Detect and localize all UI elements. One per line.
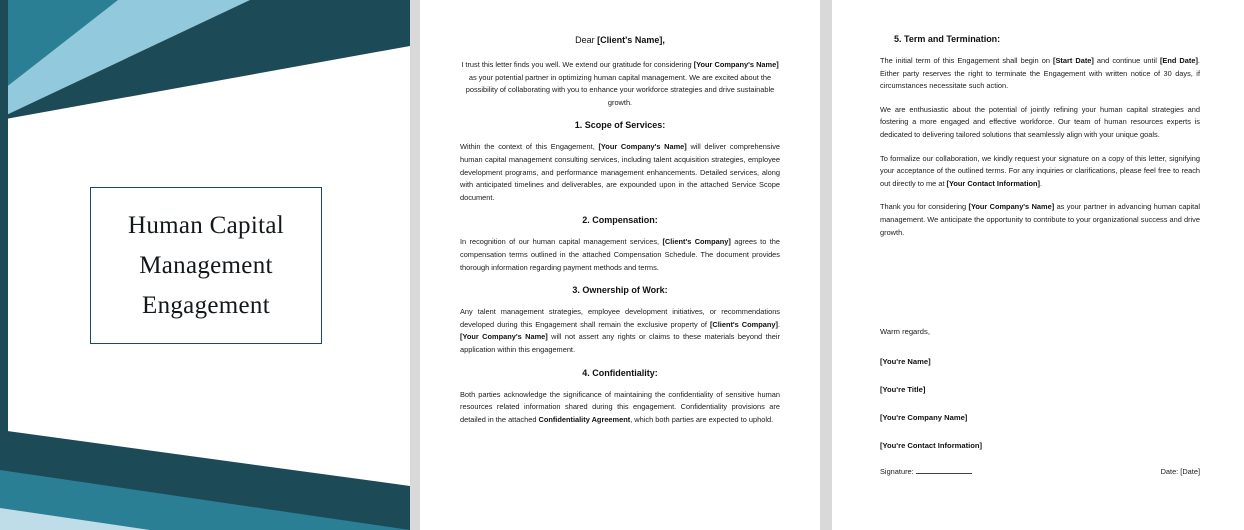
signer-contact: [You're Contact Information] [880,441,983,451]
date-label: Date: [Date] [1160,467,1200,477]
intro-bold-field: [Your Company's Name] [693,60,779,69]
section-3-bold-field: [Client's Company] [709,319,778,329]
letter-page-3 [832,0,1244,530]
closing-block [880,325,1200,476]
term-paragraph-2: We are enthusiastic about the potential of jointly refining your human capital strategies and fostering a more engaged and effective workforce. Our team of human resources experts is dedicated to delivering tailored solutions that seamlessly align with your unique goals. [880,104,1200,139]
section-body-2: In recognition of our human capital management services, [Client's Company] agrees to the compensation terms outlined in the attached Compensation Schedule. The document provides thorough information regarding payment methods and terms. [460,237,780,272]
warm-regards: Warm regards, [880,327,930,337]
cover-title [128,206,284,326]
page-gap-1 [410,0,420,530]
cover-title-box [90,187,322,344]
section-1-bold-field: [Your Company's Name] [598,142,687,152]
signature-row [880,467,1200,476]
section-body-3: Any talent management strategies, employee development initiatives, or recommendations developed during this Engagement shall remain the exclusive property of [Client's Company]. [Your Company's Name] will not assert any rights or claims to these materials beyond their application within this engagement. [460,307,781,354]
section-2-bold-field: [Client's Company] [662,237,731,247]
cover-title-line-2: Management [139,251,273,279]
term-paragraph-3: To formalize our collaboration, we kindly request your signature on a copy of this letter, signifying your acceptance of the outlined terms. For any inquiries or clarifications, please feel free to reach out directly to me at [Your Contact Information]. [880,153,1200,188]
signer-title: [You're Title] [880,385,926,395]
term-paragraph-1: The initial term of this Engagement shall begin on [Start Date] and continue until [End Date]. Either party reserves the right to terminate the Engagement with written notice of 30 days, if circumstances necessitate such action. [880,56,1200,91]
signature-line[interactable] [916,473,972,474]
signer-name: [You're Name] [880,357,931,367]
section-4-bold-field: Confidentiality Agreement [538,414,631,424]
section-heading-1: 1. Scope of Services: [574,120,666,131]
salutation-field: [Client's Name], [597,35,665,45]
section-body-4: Both parties acknowledge the significance of maintaining the confidentiality of sensitive human resources related information shared during this engagement. Confidentiality provisions are detailed in the attached Confidentiality Agreement, which both parties are expected to uphold. [460,389,780,424]
page-gap-2 [820,0,832,530]
section-heading-2: 2. Compensation: [582,215,658,226]
salutation-prefix: Dear [575,35,598,45]
salutation [460,34,780,47]
cover-title-line-3: Engagement [142,291,270,319]
term-paragraph-4: Thank you for considering [Your Company's Name] as your partner in advancing human capital management. We anticipate the opportunity to contribute to your organizational success and drive growth. [880,202,1200,237]
section-3-bold-field-2: [Your Company's Name] [460,332,548,342]
intro-paragraph: I trust this letter finds you well. We extend our gratitude for considering [Your Company's Name] as your potential partner in optimizing human capital management. We are excited about the possibility of collaborating with you to enhance your workforce strategies and drive sustainable growth. [461,60,779,107]
signer-company: [You're Company Name] [880,413,968,423]
letter-page-2 [420,0,820,530]
cover-title-line-1: Human Capital [128,211,284,239]
section-heading-3: 3. Ownership of Work: [572,285,668,296]
section-heading-4: 4. Confidentiality: [582,367,658,378]
section-heading-5: 5. Term and Termination: [894,34,1001,44]
section-body-1: Within the context of this Engagement, [Your Company's Name] will deliver comprehensive human capital management consulting services, including talent acquisition strategies, employee development programs, and performance management enhancements. Detailed services, along with anticipated timelines and deliverables, are expounded upon in the attached Service Scope document. [460,142,780,202]
cover-page [0,0,410,530]
signature-label: Signature: [880,467,972,476]
